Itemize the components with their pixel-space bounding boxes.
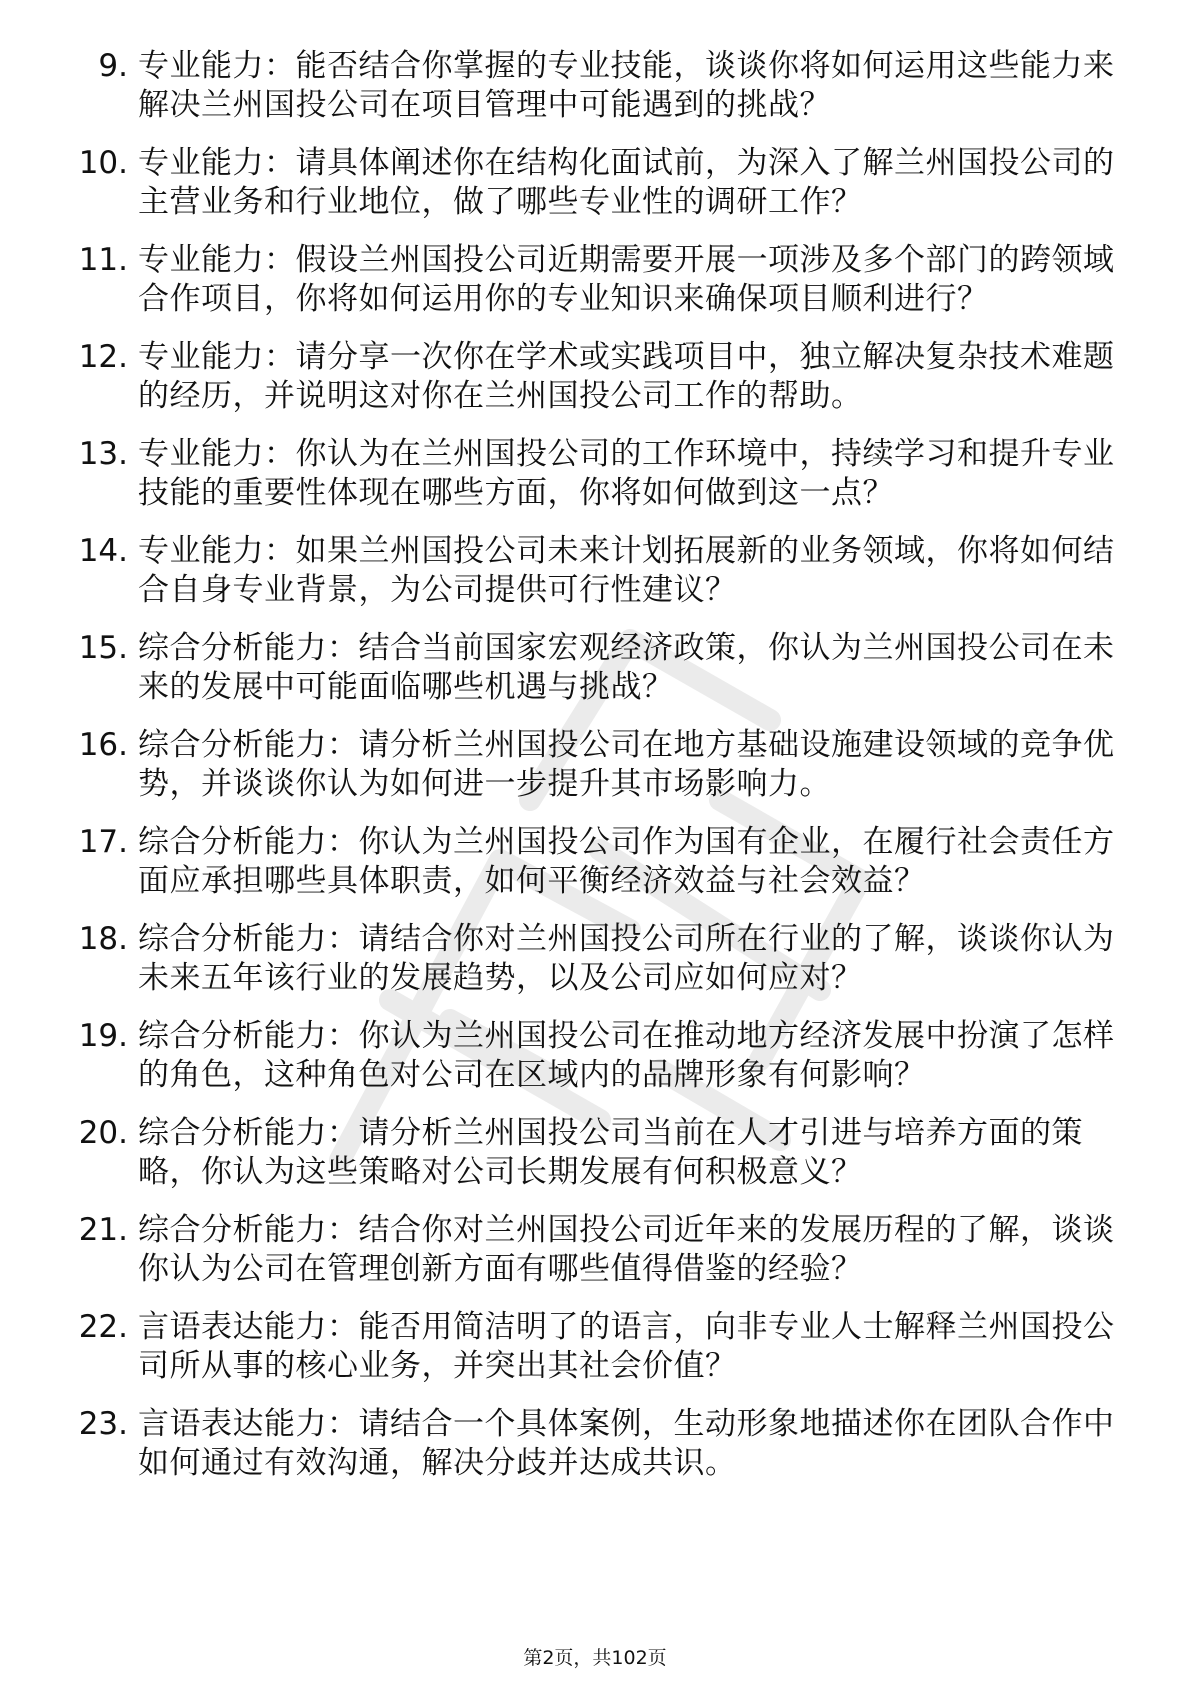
question-text: 综合分析能力：结合当前国家宏观经济政策，你认为兰州国投公司在未来的发展中可能面临哪些机遇与挑战？ <box>138 630 1115 705</box>
question-number: 10. <box>78 145 128 181</box>
question-item <box>55 532 1135 610</box>
question-item <box>55 241 1135 319</box>
question-item <box>55 144 1135 222</box>
question-item <box>55 1211 1135 1289</box>
question-number: 9. <box>98 48 128 84</box>
question-text: 综合分析能力：请分析兰州国投公司当前在人才引进与培养方面的策略，你认为这些策略对公司长期发展有何积极意义？ <box>138 1115 1083 1190</box>
question-item <box>55 47 1135 125</box>
question-number: 23. <box>78 1406 128 1442</box>
question-number: 13. <box>78 436 128 472</box>
question-number: 11. <box>78 242 128 278</box>
question-item <box>55 1017 1135 1095</box>
question-number: 14. <box>78 533 128 569</box>
question-text: 专业能力：请具体阐述你在结构化面试前，为深入了解兰州国投公司的主营业务和行业地位，做了哪些专业性的调研工作？ <box>138 145 1115 220</box>
question-number: 19. <box>78 1018 128 1054</box>
question-text: 专业能力：如果兰州国投公司未来计划拓展新的业务领域，你将如何结合自身专业背景，为公司提供可行性建议？ <box>138 533 1115 608</box>
question-number: 21. <box>78 1212 128 1248</box>
question-text: 言语表达能力：能否用简洁明了的语言，向非专业人士解释兰州国投公司所从事的核心业务，并突出其社会价值？ <box>138 1309 1115 1384</box>
question-list <box>55 47 1135 1502</box>
question-text: 专业能力：请分享一次你在学术或实践项目中，独立解决复杂技术难题的经历，并说明这对你在兰州国投公司工作的帮助。 <box>138 339 1115 414</box>
question-item <box>55 726 1135 804</box>
question-number: 17. <box>78 824 128 860</box>
question-number: 12. <box>78 339 128 375</box>
question-text: 综合分析能力：请结合你对兰州国投公司所在行业的了解，谈谈你认为未来五年该行业的发展趋势，以及公司应如何应对？ <box>138 921 1115 996</box>
question-text: 综合分析能力：你认为兰州国投公司在推动地方经济发展中扮演了怎样的角色，这种角色对公司在区域内的品牌形象有何影响？ <box>138 1018 1115 1093</box>
question-number: 15. <box>78 630 128 666</box>
question-text: 专业能力：你认为在兰州国投公司的工作环境中，持续学习和提升专业技能的重要性体现在哪些方面，你将如何做到这一点？ <box>138 436 1115 511</box>
question-item <box>55 1114 1135 1192</box>
question-item <box>55 823 1135 901</box>
question-item <box>55 435 1135 513</box>
question-number: 22. <box>78 1309 128 1345</box>
question-text: 言语表达能力：请结合一个具体案例，生动形象地描述你在团队合作中如何通过有效沟通，解决分歧并达成共识。 <box>138 1406 1115 1481</box>
question-number: 18. <box>78 921 128 957</box>
question-text: 专业能力：假设兰州国投公司近期需要开展一项涉及多个部门的跨领域合作项目，你将如何运用你的专业知识来确保项目顺利进行？ <box>138 242 1115 317</box>
question-item <box>55 1308 1135 1386</box>
question-text: 综合分析能力：请分析兰州国投公司在地方基础设施建设领域的竞争优势，并谈谈你认为如何进一步提升其市场影响力。 <box>138 727 1115 802</box>
question-text: 综合分析能力：你认为兰州国投公司作为国有企业，在履行社会责任方面应承担哪些具体职责，如何平衡经济效益与社会效益？ <box>138 824 1115 899</box>
question-item <box>55 629 1135 707</box>
question-text: 综合分析能力：结合你对兰州国投公司近年来的发展历程的了解，谈谈你认为公司在管理创新方面有哪些值得借鉴的经验？ <box>138 1212 1115 1287</box>
question-number: 16. <box>78 727 128 763</box>
question-item <box>55 1405 1135 1483</box>
question-text: 专业能力：能否结合你掌握的专业技能，谈谈你将如何运用这些能力来解决兰州国投公司在项目管理中可能遇到的挑战？ <box>138 48 1115 123</box>
question-item <box>55 338 1135 416</box>
page-footer: 第2页，共102页 <box>523 1647 667 1669</box>
question-item <box>55 920 1135 998</box>
question-number: 20. <box>78 1115 128 1151</box>
